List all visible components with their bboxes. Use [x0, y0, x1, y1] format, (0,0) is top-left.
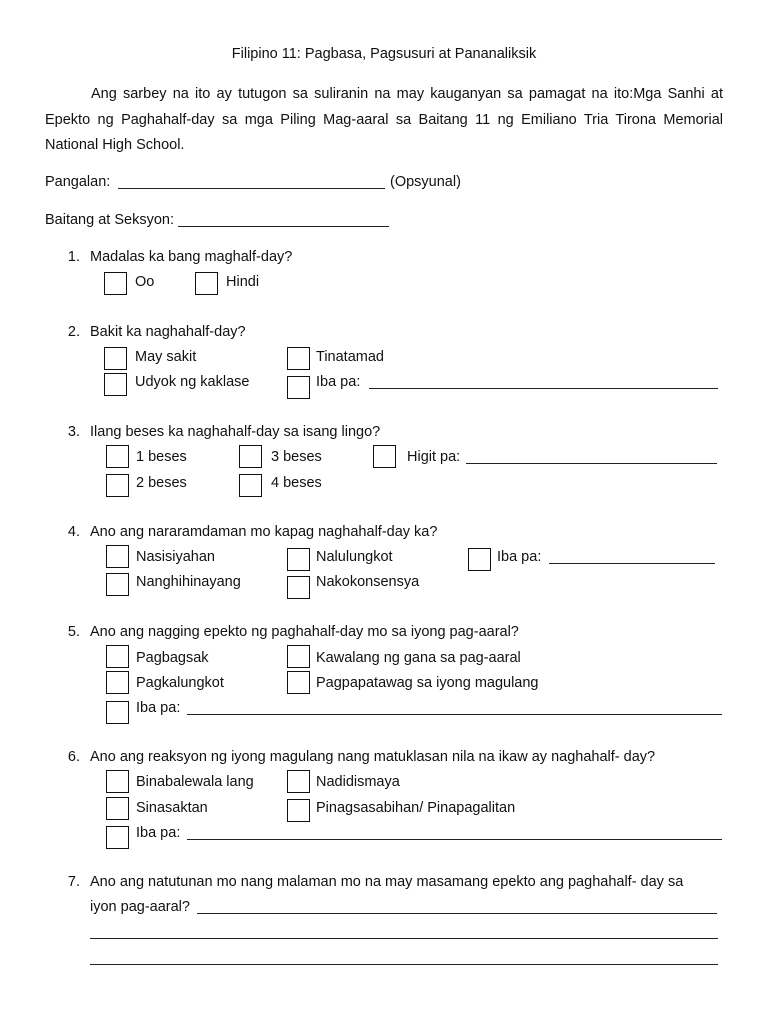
checkbox-iba-pa[interactable]: [106, 701, 129, 724]
option-label: 3 beses: [271, 449, 322, 465]
checkbox-nanghihinayang[interactable]: [106, 573, 129, 596]
iba-pa-input-line[interactable]: [187, 839, 722, 840]
option-label: Nadidismaya: [316, 774, 400, 790]
iba-pa-input-line[interactable]: [187, 714, 722, 715]
section-label: Baitang at Seksyon:: [45, 212, 174, 228]
higit-pa-input-line[interactable]: [466, 463, 717, 464]
question-1-text: Madalas ka bang maghalf-day?: [90, 249, 293, 265]
checkbox-pagbagsak[interactable]: [106, 645, 129, 668]
option-label: 2 beses: [136, 475, 187, 491]
answer-line[interactable]: [197, 913, 717, 914]
checkbox-binabalewala-lang[interactable]: [106, 770, 129, 793]
checkbox-nadidismaya[interactable]: [287, 770, 310, 793]
option-label: Pinagsasabihan/ Pinapagalitan: [316, 800, 516, 816]
question-4-text: Ano ang nararamdaman mo kapag naghahalf-day ka?: [90, 524, 438, 540]
checkbox-1-beses[interactable]: [106, 445, 129, 468]
option-label: Nakokonsensya: [316, 574, 420, 590]
intro-paragraph: Ang sarbey na ito ay tutugon sa suliranin na may kauganyan sa pamagat na ito:Mga Sanhi at Epekto ng Paghahalf-day sa mga Piling Mag-aaral sa Baitang 11 ng Emiliano Tria Tirona Memorial National High School.: [45, 86, 723, 153]
option-label: Iba pa:: [136, 825, 181, 841]
question-number: 4.: [67, 524, 80, 540]
option-label: Kawalang ng gana sa pag-aaral: [316, 650, 521, 666]
question-number: 7.: [67, 874, 80, 890]
checkbox-pagkalungkot[interactable]: [106, 671, 129, 694]
checkbox-iba-pa[interactable]: [287, 376, 310, 399]
checkbox-sinasaktan[interactable]: [106, 797, 129, 820]
option-label: Sinasaktan: [136, 800, 208, 816]
checkbox-pinagsasabihan[interactable]: [287, 799, 310, 822]
question-6-text: Ano ang reaksyon ng iyong magulang nang matuklasan nila na ikaw ay naghahalf- day?: [90, 749, 656, 765]
name-label: Pangalan:: [45, 174, 111, 190]
option-label: Iba pa:: [136, 700, 181, 716]
question-7-text: Ano ang natutunan mo nang malaman mo na may masamang epekto ang paghahalf- day sa: [90, 874, 684, 890]
option-label: Nalulungkot: [316, 549, 393, 565]
option-label: May sakit: [135, 349, 197, 365]
checkbox-may-sakit[interactable]: [104, 347, 127, 370]
checkbox-2-beses[interactable]: [106, 474, 129, 497]
checkbox-udyok-ng-kaklase[interactable]: [104, 373, 127, 396]
option-label: Nasisiyahan: [136, 549, 215, 565]
option-label: Hindi: [226, 274, 260, 290]
question-3-text: Ilang beses ka naghahalf-day sa isang lingo?: [90, 424, 381, 440]
section-input-line[interactable]: [178, 226, 389, 227]
option-label: Tinatamad: [316, 349, 384, 365]
option-label: Higit pa:: [407, 449, 461, 465]
page-title: Filipino 11: Pagbasa, Pagsusuri at Pananaliksik: [231, 46, 537, 62]
option-label: Udyok ng kaklase: [135, 374, 250, 390]
question-5-text: Ano ang nagging epekto ng paghahalf-day mo sa iyong pag-aaral?: [90, 624, 519, 640]
question-number: 2.: [67, 324, 80, 340]
option-label: Oo: [135, 274, 155, 290]
option-label: Iba pa:: [497, 549, 542, 565]
option-label: Iba pa:: [316, 374, 361, 390]
option-label: 1 beses: [136, 449, 187, 465]
checkbox-nalulungkot[interactable]: [287, 548, 310, 571]
checkbox-4-beses[interactable]: [239, 474, 262, 497]
checkbox-higit-pa[interactable]: [373, 445, 396, 468]
option-label: Pagbagsak: [136, 650, 209, 666]
question-number: 6.: [67, 749, 80, 765]
option-label: Pagkalungkot: [136, 675, 224, 691]
question-number: 5.: [67, 624, 80, 640]
checkbox-nakokonsensya[interactable]: [287, 576, 310, 599]
checkbox-hindi[interactable]: [195, 272, 218, 295]
checkbox-iba-pa[interactable]: [468, 548, 491, 571]
checkbox-nasisiyahan[interactable]: [106, 545, 129, 568]
checkbox-oo[interactable]: [104, 272, 127, 295]
question-7-text-continued: iyon pag-aaral?: [90, 899, 190, 915]
checkbox-iba-pa[interactable]: [106, 826, 129, 849]
name-input-line[interactable]: [118, 188, 385, 189]
checkbox-kawalang-ng-gana[interactable]: [287, 645, 310, 668]
iba-pa-input-line[interactable]: [549, 563, 715, 564]
question-2-text: Bakit ka naghahalf-day?: [90, 324, 246, 340]
option-label: Nanghihinayang: [136, 574, 241, 590]
option-label: Pagpapatawag sa iyong magulang: [316, 675, 539, 691]
option-label: 4 beses: [271, 475, 322, 491]
question-number: 3.: [67, 424, 80, 440]
answer-line[interactable]: [90, 938, 718, 939]
name-optional-note: (Opsyunal): [390, 174, 461, 190]
checkbox-3-beses[interactable]: [239, 445, 262, 468]
checkbox-tinatamad[interactable]: [287, 347, 310, 370]
checkbox-pagpapatawag[interactable]: [287, 671, 310, 694]
iba-pa-input-line[interactable]: [369, 388, 718, 389]
option-label: Binabalewala lang: [136, 774, 254, 790]
question-number: 1.: [67, 249, 80, 265]
answer-line[interactable]: [90, 964, 718, 965]
